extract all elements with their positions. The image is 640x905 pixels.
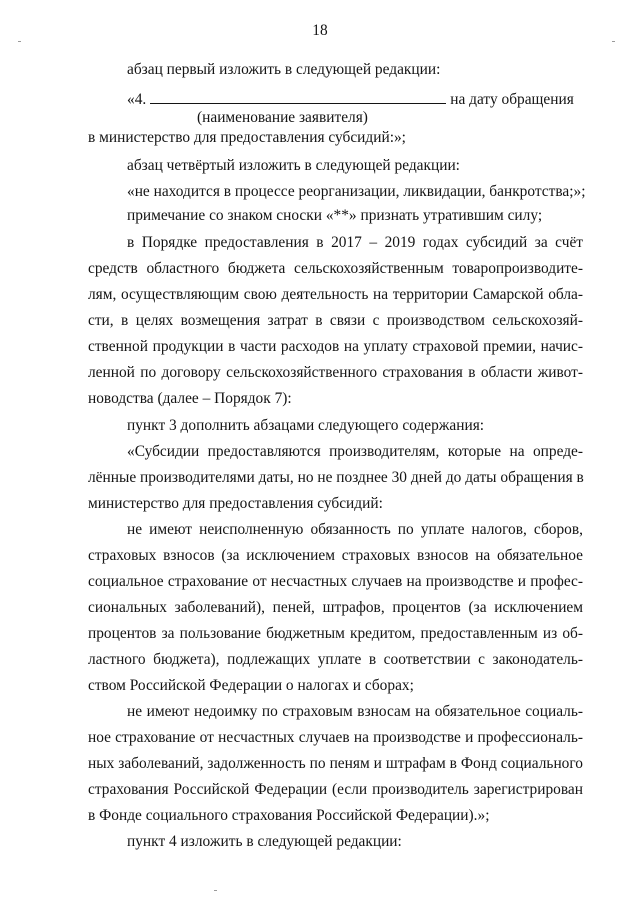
text-line: ленной по договору сельскохозяйственного страхования в области живот- bbox=[88, 364, 583, 381]
text-line: «Субсидии предоставляются производителям, которые на опреде- bbox=[127, 443, 583, 460]
text-line: страхования Российской Федерации (если производитель зарегистрирован bbox=[88, 781, 583, 798]
text-line: ством Российской Федерации о налогах и сборах; bbox=[88, 677, 414, 694]
text-line: «не находится в процессе реорганизации, ликвидации, банкротства;»; bbox=[127, 183, 586, 200]
text-line: процентов за пользование бюджетным кредитом, предоставленным из об- bbox=[88, 625, 583, 642]
page-number: 18 bbox=[312, 22, 328, 39]
text-line: пункт 4 изложить в следующей редакции: bbox=[127, 833, 402, 850]
text-fragment: «4. bbox=[127, 91, 147, 108]
scan-speck bbox=[612, 41, 615, 42]
text-line: страховых взносов (за исключением страховых взносов на обязательное bbox=[88, 547, 583, 564]
text-line: абзац четвёртый изложить в следующей редакции: bbox=[127, 157, 460, 174]
blank-underline bbox=[150, 89, 446, 104]
text-line: средств областного бюджета сельскохозяйственным товаропроизводите- bbox=[88, 260, 583, 277]
text-line: ластного бюджета), подлежащих уплате в соответствии с законодатель- bbox=[88, 651, 583, 668]
scan-speck bbox=[214, 890, 217, 891]
text-line: не имеют неисполненную обязанность по уплате налогов, сборов, bbox=[127, 521, 583, 538]
text-line: в министерство для предоставления субсидий:»; bbox=[88, 129, 406, 146]
text-line: ных заболеваний, задолженность по пеням и штрафам в Фонд социального bbox=[88, 755, 583, 772]
text-line: не имеют недоимку по страховым взносам на обязательное социаль- bbox=[127, 703, 583, 720]
text-line: в Фонде социального страхования Российской Федерации).»; bbox=[88, 807, 490, 824]
text-line: абзац первый изложить в следующей редакции: bbox=[127, 61, 441, 78]
text-line: новодства (далее – Порядок 7): bbox=[88, 390, 292, 407]
text-fragment: на дату обращения bbox=[450, 91, 574, 108]
text-line: примечание со знаком сноски «**» признать утратившим силу; bbox=[127, 207, 543, 224]
text-line: пункт 3 дополнить абзацами следующего содержания: bbox=[127, 417, 485, 434]
text-line: сиональных заболеваний), пеней, штрафов, процентов (за исключением bbox=[88, 599, 583, 616]
text-line: сти, в целях возмещения затрат в связи с производством сельскохозяй- bbox=[88, 312, 583, 329]
text-line: в Порядке предоставления в 2017 – 2019 годах субсидий за счёт bbox=[127, 234, 583, 251]
text-line: ственной продукции в части расходов на уплату страховой премии, начис- bbox=[88, 338, 583, 355]
scan-speck bbox=[18, 41, 21, 42]
text-line: социальное страхование от несчастных случаев на производстве и профес- bbox=[88, 573, 583, 590]
caption-line: (наименование заявителя) bbox=[197, 109, 368, 126]
text-line: лённые производителями даты, но не позднее 30 дней до даты обращения в bbox=[88, 469, 584, 486]
form-line bbox=[127, 89, 574, 110]
text-line: лям, осуществляющим свою деятельность на территории Самарской обла- bbox=[88, 286, 583, 303]
text-line: ное страхование от несчастных случаев на производстве и профессиональ- bbox=[88, 729, 583, 746]
text-line: министерство для предоставления субсидий: bbox=[88, 495, 383, 512]
